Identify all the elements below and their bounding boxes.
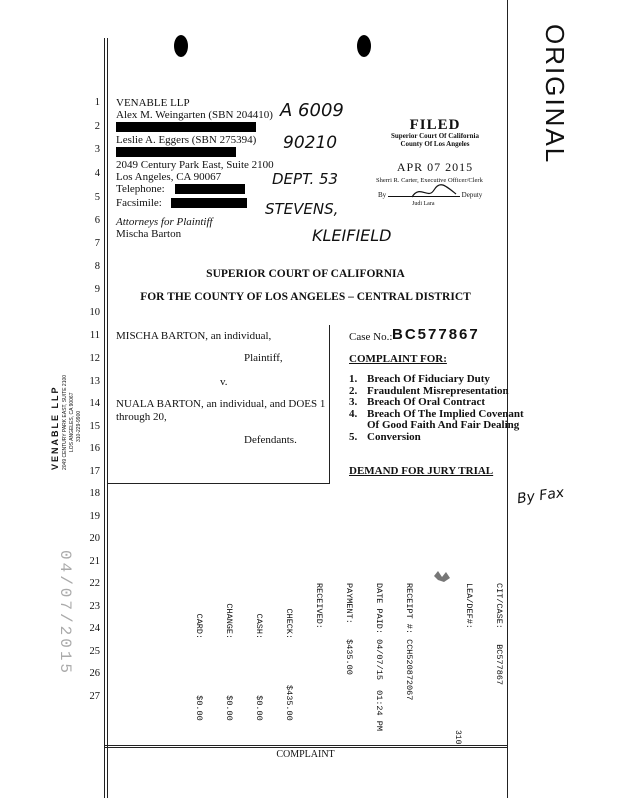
footer-rule-bottom [104, 747, 507, 748]
attorneys-for: Attorneys for Plaintiff [116, 216, 213, 228]
redaction-bar [171, 198, 247, 208]
cause-item: Of Good Faith And Fair Dealing [367, 419, 520, 431]
handwritten-note: STEVENS, [265, 200, 339, 218]
side-firm-address-2: LOS ANGELES, CA 90067 [69, 392, 75, 452]
line-number: 2 [94, 121, 100, 132]
line-number: 25 [89, 646, 100, 657]
receipt-line: DATE PAID: 04/07/15 01:24 PM [374, 583, 384, 731]
redaction-bar [116, 121, 274, 134]
receipt-line: CASH: $0.00 [254, 583, 264, 721]
left-margin-rule-outer [104, 38, 105, 798]
cause-item: 1. Breach Of Fiduciary Duty [349, 373, 490, 385]
filing-receipt [194, 583, 524, 743]
receipt-line [434, 583, 444, 731]
side-firm-block [50, 330, 90, 470]
line-number: 18 [89, 488, 100, 499]
line-number: 1 [94, 97, 100, 108]
case-number-label: Case No.: [349, 331, 393, 343]
receipt-text [174, 583, 524, 731]
filed-court: Superior Court Of California [391, 132, 479, 140]
complaint-for-heading: COMPLAINT FOR: [349, 353, 447, 365]
line-number: 17 [89, 466, 100, 477]
line-number: 12 [89, 353, 100, 364]
line-number: 4 [94, 168, 100, 179]
punch-hole-left [174, 35, 188, 57]
plaintiff-name: MISCHA BARTON, an individual, [116, 330, 272, 342]
receipt-line: RECEIPT #: CCH520872067 [404, 583, 414, 701]
line-number: 15 [89, 421, 100, 432]
court-county: FOR THE COUNTY OF LOS ANGELES – CENTRAL DISTRICT [140, 291, 471, 303]
left-margin-rule-inner [107, 38, 108, 798]
caption-divider-vertical [329, 325, 330, 484]
caption-divider-horizontal [108, 483, 330, 484]
defendant-role: Defendants. [244, 434, 297, 446]
line-number: 8 [94, 261, 100, 272]
attorney-leslie: Leslie A. Eggers (SBN 275394) [116, 134, 257, 146]
versus: v. [220, 376, 228, 388]
line-number: 20 [89, 533, 100, 544]
filed-date: APR 07 2015 [396, 160, 474, 174]
line-number: 24 [89, 623, 100, 634]
telephone-label: Telephone: [116, 183, 165, 195]
filed-stamp [375, 117, 495, 175]
side-firm-phone: 310-229-9900 [76, 410, 82, 442]
line-number: 11 [89, 330, 100, 341]
line-number: 5 [94, 192, 100, 203]
cause-item: 3. Breach Of Oral Contract [349, 396, 486, 408]
line-number: 21 [89, 556, 100, 567]
cause-item: 5. Conversion [349, 430, 421, 443]
filed-title: FILED [409, 117, 461, 133]
line-number: 19 [89, 511, 100, 522]
receipt-line: LEA/DEF#: [464, 583, 474, 629]
receipt-line: RECEIVED: [314, 583, 324, 629]
filed-county: County Of Los Angeles [400, 140, 470, 148]
defendant-line-2: through 20, [116, 411, 167, 423]
receipt-line: CHECK: $435.00 [284, 583, 294, 721]
side-date-stamp [54, 550, 84, 700]
line-number: 10 [89, 307, 100, 318]
footer-rule-top [104, 745, 507, 746]
filed-signer: Judi Lara [412, 201, 435, 207]
case-number-row [349, 331, 392, 343]
ink-speck [432, 568, 452, 584]
defendant-line-1: NUALA BARTON, an individual, and DOES 1 [116, 398, 326, 410]
receipt-line: CIT/CASE: BC577867 [494, 583, 504, 686]
redaction-bar [175, 184, 245, 194]
original-stamp-text: ORIGINAL [540, 24, 570, 165]
receipt-code: 310 [453, 730, 462, 745]
line-number: 16 [89, 443, 100, 454]
telephone-row [116, 183, 274, 195]
facsimile-label: Facsimile: [116, 197, 162, 209]
filed-deputy-label: Deputy [461, 191, 483, 199]
side-firm-name: VENABLE LLP [50, 385, 60, 470]
filed-by-label: By [378, 191, 387, 199]
line-number: 3 [94, 144, 100, 155]
line-number: 14 [89, 398, 100, 409]
handwritten-by-fax: By Fax [516, 484, 566, 508]
side-firm-address-1: 2049 CENTURY PARK EAST, SUITE 2100 [62, 374, 68, 470]
handwritten-note: 90210 [283, 133, 338, 153]
line-number: 7 [94, 238, 100, 249]
handwritten-note: KLEIFIELD [312, 226, 392, 245]
causes-of-action [349, 374, 524, 443]
original-stamp [538, 24, 578, 165]
punch-hole-right [357, 35, 371, 57]
side-date-text: 04/07/2015 [56, 550, 74, 677]
clerk-signature [410, 182, 460, 202]
line-number: 27 [89, 691, 100, 702]
client-name: Mischa Barton [116, 228, 182, 240]
line-number: 26 [89, 668, 100, 679]
jury-demand: DEMAND FOR JURY TRIAL [349, 465, 494, 477]
cause-item: 2. Fraudulent Misrepresentation [349, 384, 509, 397]
cause-item: 4. Breach Of The Implied Covenant [349, 407, 524, 420]
receipt-line: CHANGE: $0.00 [224, 583, 234, 721]
line-number: 6 [94, 215, 100, 226]
facsimile-row [116, 197, 274, 209]
attorney-alex: Alex M. Weingarten (SBN 204410) [116, 109, 273, 121]
address-line-1: 2049 Century Park East, Suite 2100 [116, 159, 274, 171]
receipt-line: CARD: $0.00 [194, 583, 204, 721]
case-number: BC577867 [392, 326, 480, 343]
line-number: 23 [89, 601, 100, 612]
attorney-block [116, 97, 274, 209]
handwritten-note: A 6009 [280, 100, 344, 121]
handwritten-note: DEPT. 53 [272, 170, 339, 188]
firm-name: VENABLE LLP [116, 97, 190, 109]
line-number: 9 [94, 284, 100, 295]
line-number: 13 [89, 376, 100, 387]
court-title: SUPERIOR COURT OF CALIFORNIA [206, 268, 405, 280]
filed-clerk: Sherri R. Carter, Executive Officer/Clerk [376, 177, 483, 184]
line-number: 22 [89, 578, 100, 589]
receipt-line: PAYMENT: $435.00 [344, 583, 354, 675]
redaction-bar [116, 146, 274, 159]
address-line-2: Los Angeles, CA 90067 [116, 171, 222, 183]
footer-label: COMPLAINT [276, 749, 335, 760]
plaintiff-role: Plaintiff, [244, 352, 283, 364]
